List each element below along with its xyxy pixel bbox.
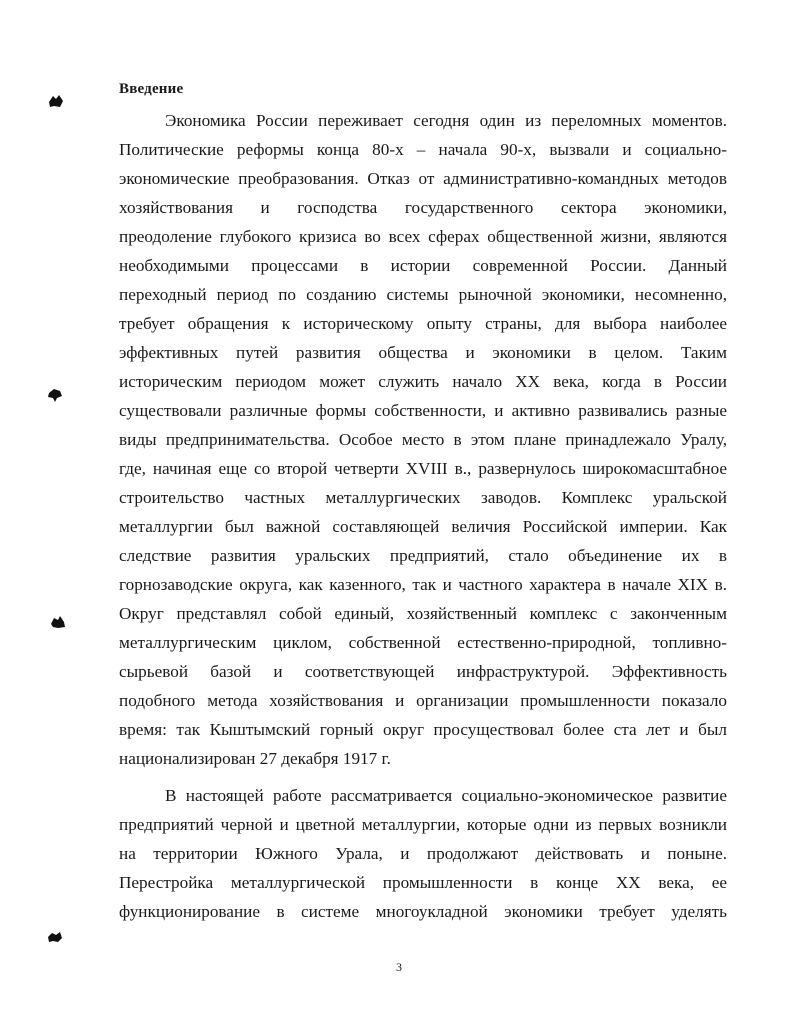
text-line: следствие развития уральских предприятий, стало объединение их в: [119, 546, 727, 565]
text-line: Политические реформы конца 80-х – начала 90-х, вызвали и социально-: [119, 140, 727, 159]
scan-blot-mark-2: [46, 387, 64, 403]
text-line: переходный период по созданию системы рыночной экономики, несомненно,: [119, 285, 727, 304]
text-line: где, начиная еще со второй четверти XVIII в., развернулось широкомасштабное: [119, 459, 727, 478]
text-line: эффективных путей развития общества и экономики в целом. Таким: [119, 343, 727, 362]
text-line: строительство частных металлургических заводов. Комплекс уральской: [119, 488, 727, 507]
text-line: требует обращения к историческому опыту страны, для выбора наиболее: [119, 314, 727, 333]
text-line: историческим периодом может служить начало XX века, когда в России: [119, 372, 727, 391]
text-line: функционирование в системе многоукладной экономики требует уделять: [119, 902, 727, 921]
text-line: экономические преобразования. Отказ от административно-командных методов: [119, 169, 727, 188]
text-line: преодоление глубокого кризиса во всех сферах общественной жизни, являются: [119, 227, 727, 246]
text-line: Перестройка металлургической промышленности в конце XX века, ее: [119, 873, 727, 892]
scan-blot-mark-1: [47, 93, 65, 109]
section-heading: Введение: [119, 81, 184, 97]
text-line: предприятий черной и цветной металлургии, которые одни из первых возникли: [119, 815, 727, 834]
text-line: горнозаводские округа, как казенного, так и частного характера в начале XIX в.: [119, 575, 727, 594]
text-line: на территории Южного Урала, и продолжают действовать и поныне.: [119, 844, 727, 863]
text-line: время: так Кыштымский горный округ просуществовал более ста лет и был: [119, 720, 727, 739]
text-line: подобного метода хозяйствования и организации промышленности показало: [119, 691, 727, 710]
text-line: хозяйствования и господства государственного сектора экономики,: [119, 198, 727, 217]
text-line: Округ представлял собой единый, хозяйственный комплекс с законченным: [119, 604, 727, 623]
text-line: сырьевой базой и соответствующей инфраструктурой. Эффективность: [119, 662, 727, 681]
text-line: виды предпринимательства. Особое место в этом плане принадлежало Уралу,: [119, 430, 727, 449]
text-line: национализирован 27 декабря 1917 г.: [119, 749, 391, 768]
text-line: Экономика России переживает сегодня один из переломных моментов.: [165, 111, 727, 130]
text-line: В настоящей работе рассматривается социально-экономическое развитие: [165, 786, 727, 805]
text-line: металлургии был важной составляющей величия Российской империи. Как: [119, 517, 727, 536]
text-line: существовали различные формы собственности, и активно развивались разные: [119, 401, 727, 420]
text-line: необходимыми процессами в истории современной России. Данный: [119, 256, 727, 275]
text-line: металлургическим циклом, собственной естественно-природной, топливно-: [119, 633, 727, 652]
scan-blot-mark-3: [49, 614, 67, 630]
page-number: 3: [396, 960, 402, 974]
scan-blot-mark-4: [46, 929, 64, 945]
